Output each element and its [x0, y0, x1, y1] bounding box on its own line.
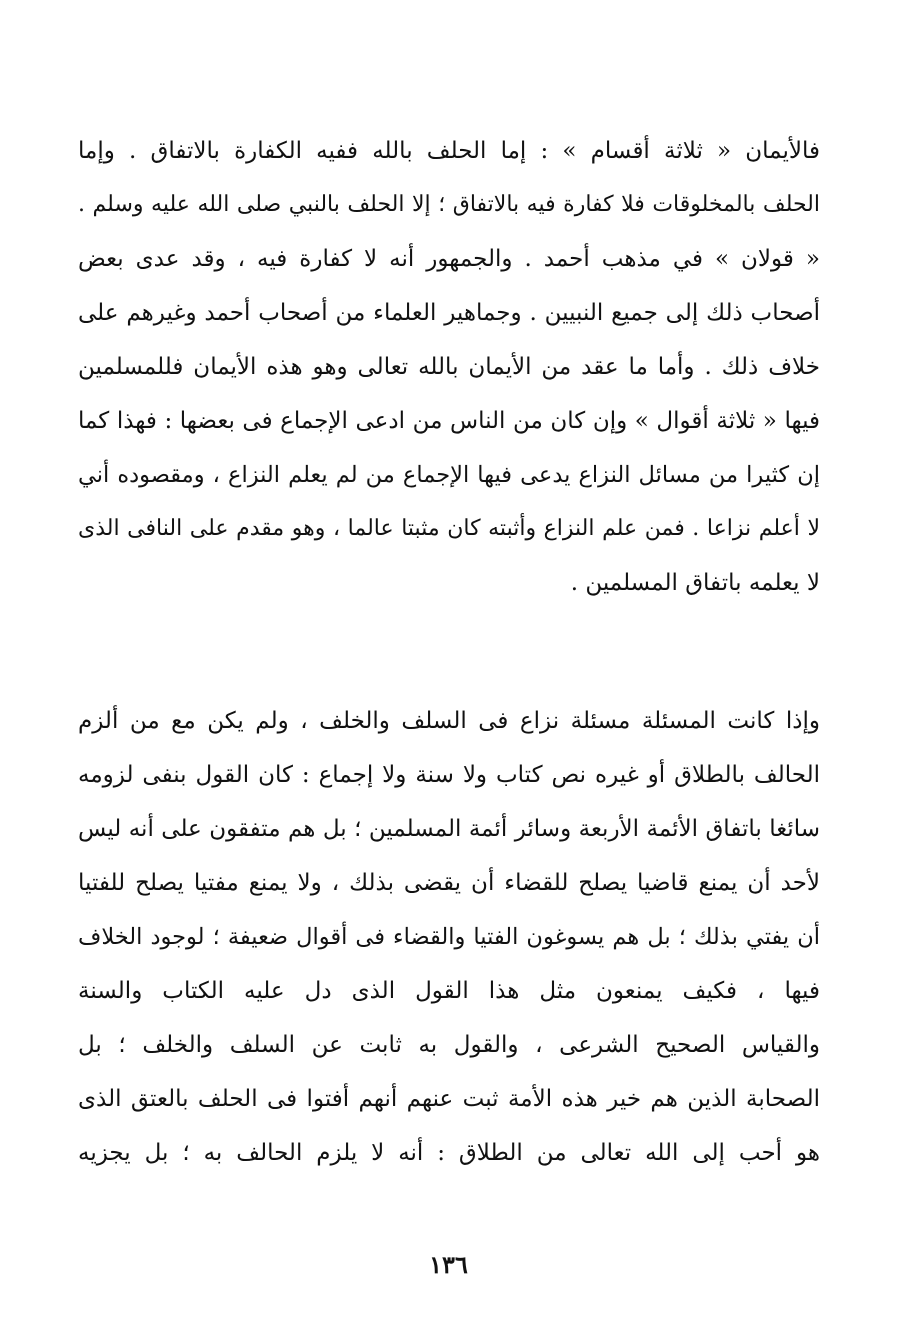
- text-line: لا أعلم نزاعا . فمن علم النزاع وأثبته كان مثبتا عالما ، وهو مقدم على النافى الذى: [78, 516, 820, 541]
- text-line: سائغا باتفاق الأئمة الأربعة وسائر أئمة المسلمين ؛ بل هم متفقون على أنه ليس: [78, 816, 820, 842]
- text-line: الحلف بالمخلوقات فلا كفارة فيه بالاتفاق ؛ إلا الحلف بالنبي صلى الله عليه وسلم .: [78, 192, 820, 217]
- page-number: ١٣٦: [429, 1250, 468, 1279]
- text-line: فيها « ثلاثة أقوال » وإن كان من الناس من ادعى الإجماع فى بعضها : فهذا كما: [78, 408, 820, 434]
- text-line: فيها ، فكيف يمنعون مثل هذا القول الذى دل عليه الكتاب والسنة: [78, 978, 820, 1004]
- text-line: فالأيمان « ثلاثة أقسام » : إما الحلف بالله ففيه الكفارة بالاتفاق . وإما: [78, 138, 820, 164]
- text-line: خلاف ذلك . وأما ما عقد من الأيمان بالله تعالى وهو هذه الأيمان فللمسلمين: [78, 354, 820, 380]
- text-line: وإذا كانت المسئلة مسئلة نزاع فى السلف والخلف ، ولم يكن مع من ألزم: [78, 708, 820, 734]
- text-line: « قولان » في مذهب أحمد . والجمهور أنه لا كفارة فيه ، وقد عدى بعض: [78, 246, 820, 272]
- text-line: لا يعلمه باتفاق المسلمين .: [570, 570, 820, 596]
- text-line: لأحد أن يمنع قاضيا يصلح للقضاء أن يقضى بذلك ، ولا يمنع مفتيا يصلح للفتيا: [78, 870, 820, 896]
- text-line: هو أحب إلى الله تعالى من الطلاق : أنه لا يلزم الحالف به ؛ بل يجزيه: [78, 1140, 820, 1166]
- text-line: أن يفتي بذلك ؛ بل هم يسوغون الفتيا والقضاء فى أقوال ضعيفة ؛ لوجود الخلاف: [78, 924, 820, 950]
- text-line: الصحابة الذين هم خير هذه الأمة ثبت عنهم أنهم أفتوا فى الحلف بالعتق الذى: [78, 1086, 820, 1112]
- paragraph-dispute: [78, 694, 820, 1180]
- text-line: الحالف بالطلاق أو غيره نص كتاب ولا سنة ولا إجماع : كان القول بنفى لزومه: [78, 762, 820, 788]
- paragraph-oaths: [78, 124, 820, 610]
- text-line: إن كثيرا من مسائل النزاع يدعى فيها الإجماع من لم يعلم النزاع ، ومقصوده أني: [78, 462, 820, 488]
- text-line: أصحاب ذلك إلى جميع النبيين . وجماهير العلماء من أصحاب أحمد وغيرهم على: [78, 300, 820, 326]
- text-line: والقياس الصحيح الشرعى ، والقول به ثابت عن السلف والخلف ؛ بل: [78, 1032, 820, 1058]
